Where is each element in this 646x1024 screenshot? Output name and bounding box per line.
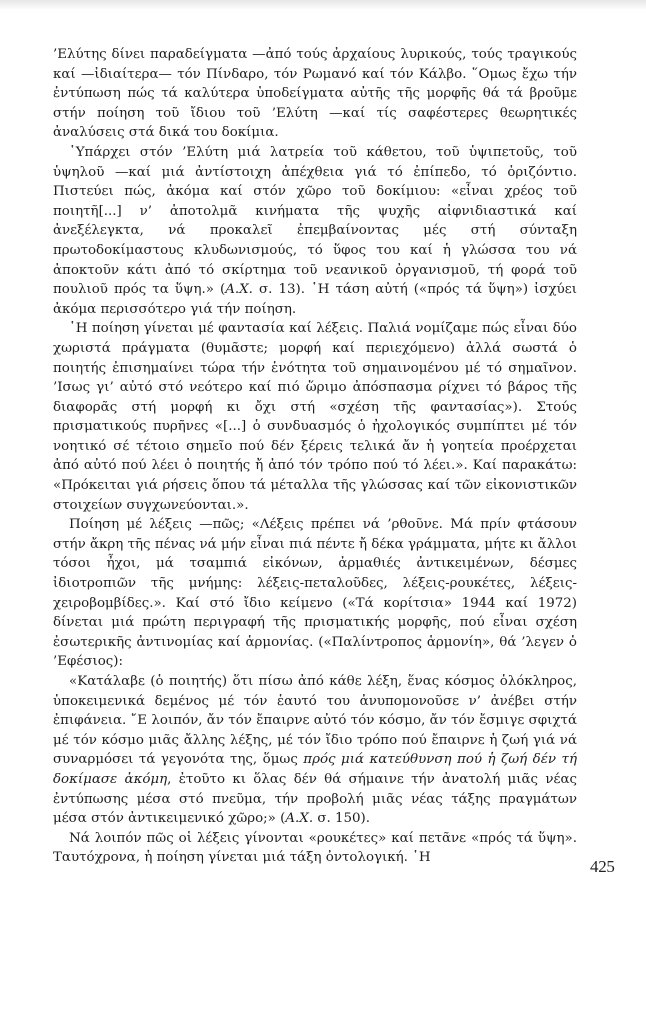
text-run: Νά λοιπόν πῶς οἱ λέξεις γίνονται «ρουκέτες» καί πετᾶνε «πρός τά ὕψη». Ταυτόχρονα, ἡ ποίηση γίνεται μιά τάξη ὀντολογική. ῾Η — [53, 830, 577, 866]
quote-paragraph — [53, 672, 577, 829]
text-run: Ποίηση μέ λέξεις —πῶς; «Λέξεις πρέπει νά ’ρθοῦνε. Μά πρίν φτάσουν στήν ἄκρη τῆς πένας νά μήν εἶναι πιά πέντε ἤ δέκα γράμματα, μήτε κι ἄλλοι τόσοι ἦχοι, μά τσαμπιά εἰκόνων, ἀρμαθιές ἀντικειμένων, δέσμες ἰδιοτροπιῶν τῆς μνήμης: λέξεις-πεταλοῦδες, λέξεις-ρουκέτες, λέξεις-χειροβομβίδες.». Καί στό ἴδιο κείμενο («Τά κορίτσια» 1944 καί 1972) δίνεται μιά πρώτη περιγραφή τῆς πρισματικής μορφῆς, πού εἶναι σχέση ἐσωτερικῆς ἀντινομίας καί ἁρμονίας. («Παλίντροπος ἁρμονίη», θά ’λεγεν ὁ ’Εφέσιος): — [53, 517, 577, 670]
italic-text: Α.Χ. — [285, 811, 314, 827]
paragraph-4 — [53, 515, 577, 672]
text-run: «Κατάλαβε (ὁ ποιητής) ὅτι πίσω ἀπό κάθε λέξη, ἕνας κόσμος ὁλόκληρος, ὑποκειμενικά δεμένος μέ τόν ἑαυτό του ἀνυπομονοῦσε ν’ ἀνέβει στήν ἐπιφάνεια. ῎Ε λοιπόν, ἄν τόν ἔπαιρνε αὐτό τόν κόσμο, ἄν τόν ἔσμιγε σφιχτά μέ τόν κόσμο μιᾶς ἄλλης λέξης, μέ τόν ἴδιο τρόπο πού ἔπαιρνε ἡ ζωή γιά νά συναρμόσει τά γεγονότα της, ὅμως — [53, 674, 577, 768]
body-text — [53, 45, 577, 868]
paragraph-1 — [53, 45, 577, 143]
text-run: σ. 13). ῾Η τάση αὐτή («πρός τά ὕψη») ἰσχύει ἀκόμα περισσότερο γιά τήν ποίηση. — [53, 282, 577, 317]
paragraph-6 — [53, 829, 577, 868]
text-run: ῾Υπάρχει στόν ’Ελύτη μιά λατρεία τοῦ κάθετου, τοῦ ὑψιπετοῦς, τοῦ ὑψηλοῦ —καί μιά ἀντίστοιχη ἀπέχθεια γιά τό ἐπίπεδο, τό ὁριζόντιο. Πιστεύει πώς, ἀκόμα καί στόν χῶρο τοῦ δοκίμιου: «εἶναι χρέος τοῦ ποιητῆ[...] ν’ ἀποτολμᾶ κινήματα τῆς ψυχῆς αἰφνιδιαστικά καί ἀνεξέλεγκτα, νά προκαλεῖ ἐπεμβαίνοντας μές στή σύνταξη πρωτοδοκίμαστους κλυδωνισμούς, τό ὕφος του καί ἡ γλώσσα του νά ἀποκτοῦν κάτι ἀπό τό σκίρτημα τοῦ νεανικοῦ ὀργανισμοῦ, τή φορά τοῦ πουλιοῦ πρός τα ὕψη.» ( — [53, 144, 577, 298]
text-run: σ. 150). — [313, 811, 371, 827]
text-run: , ἐτοῦτο κι ὅλας δέν θά σήμαινε τήν ἀνατολή μιᾶς νέας ἐντύπωσης μέσα στό πνεῦμα, τήν προβολή μιᾶς νέας τάξης πραγμάτων μέσα στόν ἀντικειμενικό χῶρο;» ( — [53, 771, 577, 827]
page-number: 425 — [590, 857, 615, 876]
text-run: ’Ελύτης δίνει παραδείγματα —ἀπό τούς ἀρχαίους λυρικούς, τούς τραγικούς καί —ἰδιαίτερα— τόν Πίνδαρο, τόν Ρωμανό καί τόν Κάλβο. ῞Ομως ἔχω τήν ἐντύπωση πώς τά καλύτερα ὑποδείγματα αὐτῆς τῆς μορφῆς θά τά βροῦμε στήν ποίηση τοῦ ἴδιου τοῦ ’Ελύτη —καί τίς σαφέστερες θεωρητικές ἀναλύσεις στά δικά του δοκίμια. — [53, 47, 577, 141]
text-run: ῾Η ποίηση γίνεται μέ φαντασία καί λέξεις. Παλιά νομίζαμε πώς εἶναι δύο χωριστά πράγματα (θυμᾶστε; μορφή καί περιεχόμενο) ἀλλά σωστά ὁ ποιητής ἐπισημαίνει τώρα τήν ἑνότητα τοῦ σημαινομένου μέ τό σημαῖνον. ’Ισως γι’ αὐτό στό νεότερο καί πιό ὥριμο ἀπόσπασμα ρίχνει τό βάρος τῆς διαφορᾶς στή μορφή κι ὄχι στή «σχέση τῆς φαντασίας»). Στούς πρισματικούς πυρῆνες «[...] ὁ συνδυασμός ὁ ἠχολογικός συμπίπτει μέ τόν νοητικό σέ τέτοιο σημεῖο πού δέν ξέρεις τελικά ἄν ἡ γοητεία προέρχεται ἀπό αὐτό πού λέει ὁ ποιητής ἤ ἀπό τόν τρόπο πού τό λέει.». Καί παρακάτω: «Πρόκειται γιά ρήσεις ὅπου τά μέταλλα τῆς γλώσσας καί τῶν εἰκονιστικῶν στοιχείων συγχωνεύονται.». — [53, 321, 577, 513]
italic-text: Α.Χ. — [225, 282, 253, 298]
paragraph-3 — [53, 319, 577, 515]
paragraph-2 — [53, 143, 577, 319]
scan-edge — [0, 0, 646, 10]
italic-text: πρός μιά κατεύθυνση πού ἡ ζωή δέν τή δοκίμασε ἀκόμη — [53, 752, 577, 787]
